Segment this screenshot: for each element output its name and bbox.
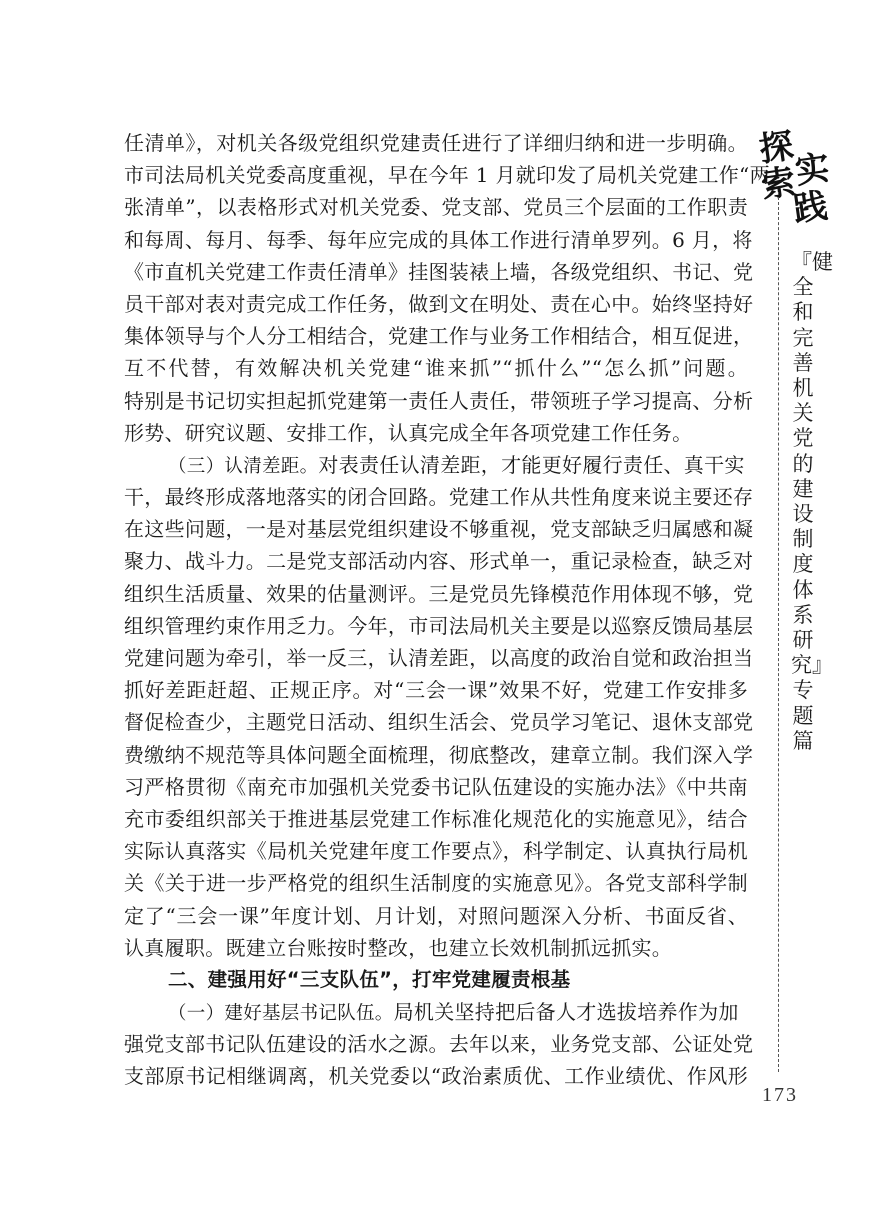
body-text [124, 127, 770, 1093]
text-line: 特别是书记切实担起抓党建第一责任人责任，带领班子学习提高、分析 [124, 388, 754, 413]
text-run: 局机关坚持把后备人才选拔培养作为加 [393, 1000, 739, 1025]
text-line: 督促检查少，主题党日活动、组织生活会、党员学习笔记、退休支部党 [124, 710, 754, 735]
logo-char: 践 [790, 185, 831, 231]
subsection-label: （一）建好基层书记队伍。 [168, 1003, 394, 1025]
text-line: 关《关于进一步严格党的组织生活制度的实施意见》。各党支部科学制 [124, 871, 748, 896]
paragraph-start [124, 449, 748, 481]
running-title: 『健全和完善机关党的建设制度体系研究』专题篇 [791, 250, 833, 753]
text-line: 费缴纳不规范等具体问题全面梳理，彻底整改，建章立制。我们深入学 [124, 742, 754, 767]
logo [755, 120, 835, 230]
text-line: 张清单”，以表格形式对机关党委、党支部、党员三个层面的工作职责 [124, 195, 748, 220]
page-number: 173 [762, 1084, 798, 1106]
logo-char: 探 [756, 125, 797, 171]
text-line: 抓好差距赶超、正规正序。对“三会一课”效果不好，党建工作安排多 [124, 678, 748, 703]
text-line: 聚力、战斗力。二是党支部活动内容、形式单一，重记录检查，缺乏对 [124, 549, 754, 574]
text-line: 市司法局机关党委高度重视，早在今年 1 月就印发了局机关党建工作“两 [124, 163, 770, 188]
text-line: 定了“三会一课”年度计划、月计划，对照问题深入分析、书面反省、 [124, 903, 748, 928]
text-line: 和每周、每月、每季、每年应完成的具体工作进行清单罗列。6 月，将 [124, 227, 753, 252]
subsection-label: （三）认清差距。 [168, 455, 319, 477]
text-line: 认真履职。既建立台账按时整改，也建立长效机制抓远抓实。 [124, 935, 673, 960]
section-heading: 二、建强用好“三支队伍”，打牢党建履责根基 [168, 967, 571, 991]
text-line: 强党支部书记队伍建设的活水之源。去年以来，业务党支部、公证处党 [124, 1032, 754, 1057]
text-line: 组织管理约束作用乏力。今年，市司法局机关主要是以巡察反馈局基层 [124, 613, 754, 638]
text-line: 支部原书记相继调离，机关党委以“政治素质优、工作业绩优、作风形 [124, 1064, 748, 1089]
text-line: 员干部对表对责完成工作任务，做到文在明处、责在心中。始终坚持好 [124, 291, 754, 316]
text-line: 互不代替，有效解决机关党建“谁来抓”“抓什么”“怎么抓”问题。 [124, 356, 748, 381]
text-line: 充市委组织部关于推进基层党建工作标准化规范化的实施意见》，结合 [124, 806, 748, 831]
text-line: 在这些问题，一是对基层党组织建设不够重视，党支部缺乏归属感和凝 [124, 517, 754, 542]
text-run: 对表责任认清差距，才能更好履行责任、真干实 [318, 452, 745, 477]
logo-char: 索 [758, 161, 799, 207]
text-line: 集体领导与个人分工相结合，党建工作与业务工作相结合，相互促进， [124, 324, 754, 349]
text-line: 形势、研究议题、安排工作，认真完成全年各项党建工作任务。 [124, 420, 693, 445]
text-line: 组织生活质量、效果的估量测评。三是党员先锋模范作用体现不够，党 [124, 581, 754, 606]
text-line: 任清单》，对机关各级党组织党建责任进行了详细归纳和进一步明确。 [124, 131, 748, 155]
text-line: 实际认真落实《局机关党建年度工作要点》，科学制定、认真执行局机 [124, 839, 748, 864]
vertical-divider [778, 192, 779, 1072]
text-line: 习严格贯彻《南充市加强机关党委书记队伍建设的实施办法》《中共南 [124, 774, 748, 799]
text-line: 党建问题为牵引，举一反三，认清差距，以高度的政治自觉和政治担当 [124, 646, 754, 670]
text-line: 干，最终形成落地落实的闭合回路。党建工作从共性角度来说主要还存 [124, 485, 754, 510]
paragraph-start [124, 996, 748, 1028]
text-line: 《市直机关党建工作责任清单》挂图装裱上墙，各级党组织、书记、党 [124, 259, 754, 284]
logo-char: 实 [792, 147, 833, 193]
